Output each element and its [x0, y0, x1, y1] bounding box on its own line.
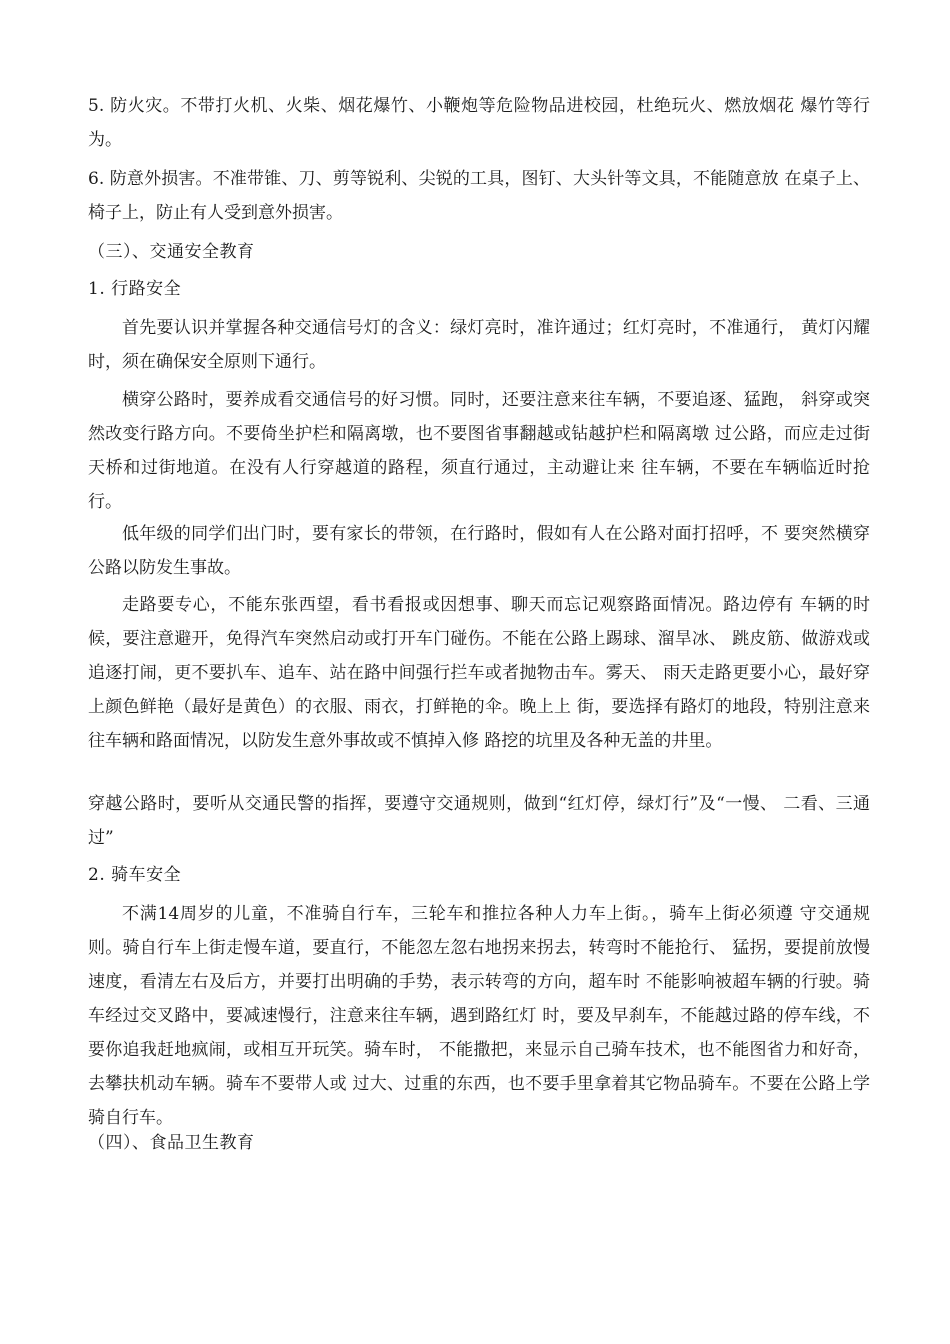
section-heading-traffic-safety: （三）、交通安全教育: [88, 242, 255, 262]
paragraph-lower-grades: 低年级的同学们出门时，要有家长的带领，在行路时，假如有人在公路对面打招呼，不 要突然横穿公路以防发生事故。: [88, 524, 870, 578]
paragraph-traffic-signals: 首先要认识并掌握各种交通信号灯的含义：绿灯亮时，准许通过；红灯亮时，不准通行， 黄灯闪耀时，须在确保安全原则下通行。: [88, 318, 870, 372]
paragraph-accident-prevention: 6. 防意外损害。不准带锥、刀、剪等锐利、尖锐的工具，图钉、大头针等文具，不能随意放 在桌子上、椅子上，防止有人受到意外损害。: [88, 169, 870, 223]
paragraph-cycling-rules: 不满14周岁的儿童，不准骑自行车，三轮车和推拉各种人力车上街。，骑车上街必须遵 守交通规则。骑自行车上街走慢车道，要直行，不能忽左忽右地拐来拐去，转弯时不能抢行、 猛拐，要提前放慢速度，看清左右及后方，并要打出明确的手势，表示转弯的方向，超车时 不能影响被超车辆的行驶。骑车经过交叉路中，要减速慢行，注意来往车辆，遇到路红灯 时，要及早刹车，不能越过路的停车线，不要你追我赶地疯闹，或相互开玩笑。骑车时， 不能撒把，来显示自己骑车技术，也不能图省力和好奇，去攀扶机动车辆。骑车不要带人或 过大、过重的东西，也不要手里拿着其它物品骑车。不要在公路上学骑自行车。: [88, 904, 870, 1128]
paragraph-crossing-road: 横穿公路时，要养成看交通信号的好习惯。同时，还要注意来往车辆，不要追逐、猛跑， 斜穿或突然改变行路方向。不要倚坐护栏和隔离墩，也不要图省事翻越或钻越护栏和隔离墩 过公路，而应走过街天桥和过街地道。在没有人行穿越道的路程，须直行通过，主动避让来 往车辆，不要在车辆临近时抢行。: [88, 390, 870, 512]
paragraph-fire-prevention: 5. 防火灾。不带打火机、火柴、烟花爆竹、小鞭炮等危险物品进校园，杜绝玩火、燃放烟花 爆竹等行为。: [88, 96, 870, 150]
paragraph-walk-attentively: 走路要专心，不能东张西望，看书看报或因想事、聊天而忘记观察路面情况。路边停有 车辆的时候，要注意避开，免得汽车突然启动或打开车门碰伤。不能在公路上踢球、溜旱冰、 跳皮筋、做游戏或追逐打闹，更不要扒车、追车、站在路中间强行拦车或者抛物击车。雾天、 雨天走路更要小心，最好穿上颜色鲜艳（最好是黄色）的衣服、雨衣，打鲜艳的伞。晚上上 街，要选择有路灯的地段，特别注意来往车辆和路面情况，以防发生意外事故或不慎掉入修 路挖的坑里及各种无盖的井里。: [88, 595, 870, 751]
paragraph-traffic-police: 穿越公路时，要听从交通民警的指挥，要遵守交通规则，做到“红灯停，绿灯行”及“一慢、 二看、三通过”: [88, 794, 870, 848]
subheading-walking-safety: 1. 行路安全: [88, 279, 182, 299]
subheading-cycling-safety: 2. 骑车安全: [88, 865, 182, 885]
section-heading-food-hygiene: （四）、食品卫生教育: [88, 1133, 255, 1153]
